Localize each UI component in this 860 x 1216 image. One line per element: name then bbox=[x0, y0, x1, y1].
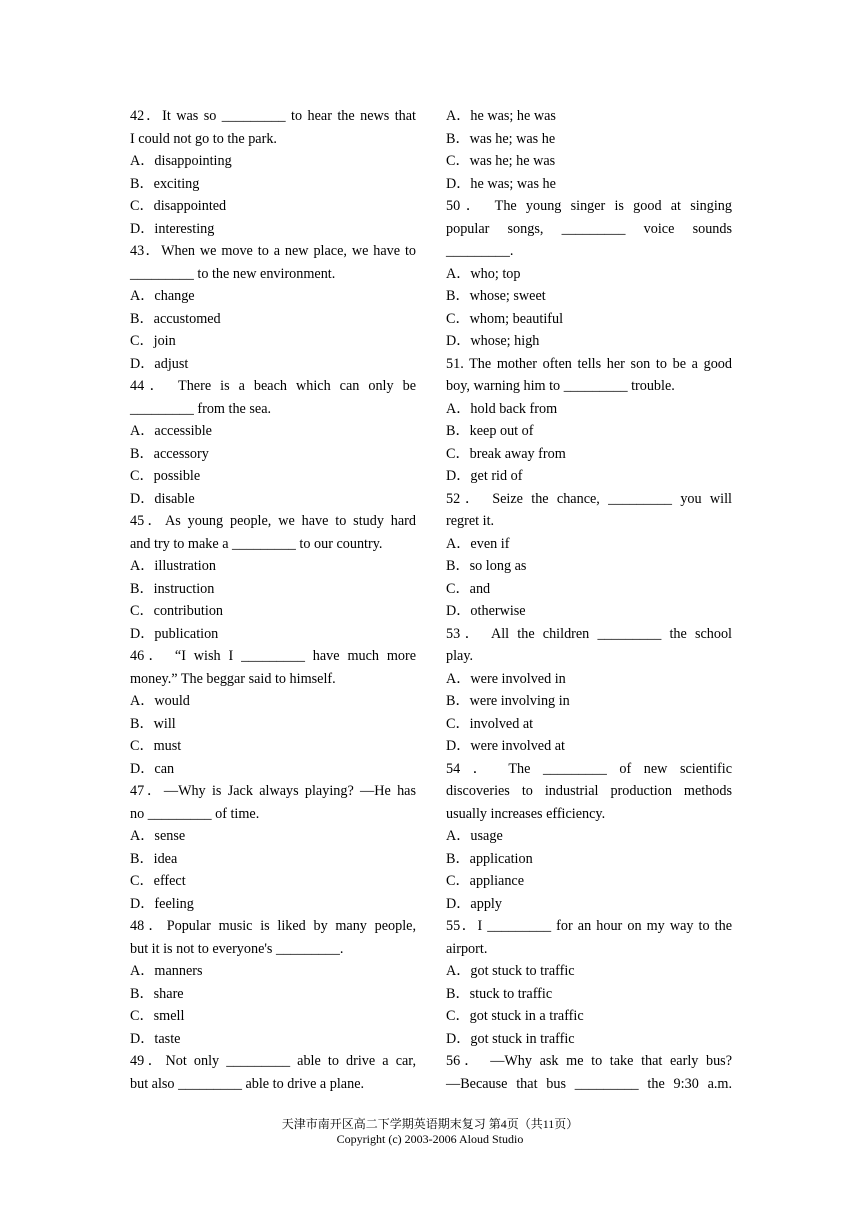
text-line: B．application bbox=[446, 850, 533, 867]
text-line: C．involved at bbox=[446, 715, 534, 732]
text-line: A．disappointing bbox=[130, 153, 232, 169]
text-line: 54 ． The _________ of new scientific bbox=[446, 760, 732, 777]
text-line: 46． “I wish I _________ have much more bbox=[130, 648, 416, 664]
text-line: B．accessory bbox=[130, 445, 209, 462]
text-line: 43．When we move to a new place, we have to bbox=[130, 243, 416, 259]
text-line: A．illustration bbox=[130, 558, 216, 574]
text-line: D．can bbox=[130, 760, 175, 777]
text-line: 47．—Why is Jack always playing? —He has bbox=[130, 783, 416, 799]
text-line: B．keep out of bbox=[446, 423, 534, 439]
text-line: C．join bbox=[130, 333, 176, 349]
text-line: _________. bbox=[446, 243, 514, 259]
text-line: C．and bbox=[446, 580, 491, 597]
text-line: but also _________ able to drive a plane. bbox=[130, 1075, 365, 1092]
text-line: 45．As young people, we have to study hard bbox=[130, 513, 416, 529]
text-line: regret it. bbox=[446, 513, 495, 529]
text-line: B．idea bbox=[130, 850, 178, 867]
text-line: A．accessible bbox=[130, 423, 212, 439]
text-line: A．usage bbox=[446, 828, 503, 844]
text-line: and try to make a _________ to our country. bbox=[130, 535, 383, 552]
left-column bbox=[130, 105, 416, 1095]
text-line: B．accustomed bbox=[130, 310, 221, 327]
text-line: 52． Seize the chance, _________ you will bbox=[446, 490, 732, 507]
text-line: 55．I _________ for an hour on my way to the bbox=[446, 918, 732, 934]
text-line: A．he was; he was bbox=[446, 108, 556, 124]
text-line: C．appliance bbox=[446, 873, 525, 889]
text-line: —Because that bus _________ the 9:30 a.m. bbox=[446, 1075, 732, 1092]
text-line: D．he was; was he bbox=[446, 175, 556, 192]
text-line: D．interesting bbox=[130, 220, 215, 237]
text-line: D．feeling bbox=[130, 895, 194, 912]
text-line: _________ to the new environment. bbox=[130, 265, 336, 282]
text-line: A．sense bbox=[130, 828, 186, 844]
text-line: A．would bbox=[130, 693, 190, 709]
text-line: 56． —Why ask me to take that early bus? bbox=[446, 1053, 732, 1069]
text-line: play. bbox=[446, 648, 474, 664]
text-line: A．hold back from bbox=[446, 400, 558, 417]
text-line: 49．Not only _________ able to drive a car, bbox=[130, 1053, 416, 1069]
text-line: D．publication bbox=[130, 625, 219, 642]
text-line: 42．It was so _________ to hear the news that bbox=[130, 108, 416, 124]
text-line: 53． All the children _________ the school bbox=[446, 625, 732, 642]
text-line: A．manners bbox=[130, 963, 203, 979]
text-line: A．even if bbox=[446, 535, 510, 552]
text-line: B．so long as bbox=[446, 558, 527, 574]
text-line: C．contribution bbox=[130, 603, 224, 619]
text-line: D．disable bbox=[130, 490, 195, 507]
text-line: money.” The beggar said to himself. bbox=[130, 670, 336, 687]
text-line: D．taste bbox=[130, 1030, 181, 1047]
text-line: C．disappointed bbox=[130, 198, 227, 214]
page-footer-title: 天津市南开区高二下学期英语期末复习 第4页（共11页） bbox=[281, 1117, 579, 1131]
page-footer-copyright: Copyright (c) 2003-2006 Aloud Studio bbox=[336, 1132, 524, 1146]
text-line: A．change bbox=[130, 288, 195, 304]
text-line: C．whom; beautiful bbox=[446, 310, 564, 327]
text-line: discoveries to industrial production methods bbox=[446, 783, 732, 799]
text-line: D．otherwise bbox=[446, 603, 526, 619]
text-line: D．apply bbox=[446, 895, 502, 912]
text-line: popular songs, _________ voice sounds bbox=[446, 220, 732, 237]
text-line: D．got stuck in traffic bbox=[446, 1030, 575, 1047]
text-line: D．get rid of bbox=[446, 468, 523, 484]
text-line: usually increases efficiency. bbox=[446, 805, 606, 822]
text-line: B．will bbox=[130, 715, 176, 732]
text-line: 50． The young singer is good at singing bbox=[446, 198, 732, 214]
text-line: A．got stuck to traffic bbox=[446, 963, 575, 979]
text-line: A．who; top bbox=[446, 265, 521, 282]
text-line: C．possible bbox=[130, 468, 201, 484]
text-line: C．got stuck in a traffic bbox=[446, 1008, 584, 1024]
text-line: I could not go to the park. bbox=[130, 130, 277, 147]
text-line: D．whose; high bbox=[446, 333, 540, 349]
text-line: D．adjust bbox=[130, 355, 189, 372]
text-line: airport. bbox=[446, 940, 488, 957]
text-line: B．were involving in bbox=[446, 693, 570, 709]
text-line: B．was he; was he bbox=[446, 130, 556, 147]
text-line: B．stuck to traffic bbox=[446, 985, 553, 1002]
text-line: 44． There is a beach which can only be bbox=[130, 378, 416, 394]
text-line: B．instruction bbox=[130, 580, 215, 597]
text-line: 51. The mother often tells her son to be a good bbox=[446, 355, 732, 372]
text-line: 48．Popular music is liked by many people, bbox=[130, 918, 416, 934]
text-line: C．was he; he was bbox=[446, 153, 556, 169]
text-line: C．break away from bbox=[446, 445, 566, 462]
text-line: no _________ of time. bbox=[130, 805, 260, 822]
text-line: but it is not to everyone's _________. bbox=[130, 940, 344, 957]
text-line: C．must bbox=[130, 738, 182, 754]
text-line: D．were involved at bbox=[446, 738, 565, 754]
right-column bbox=[446, 105, 732, 1095]
text-line: C．effect bbox=[130, 873, 186, 889]
text-line: boy, warning him to _________ trouble. bbox=[446, 378, 675, 394]
text-line: B．share bbox=[130, 985, 184, 1002]
text-line: _________ from the sea. bbox=[130, 400, 272, 417]
text-line: B．exciting bbox=[130, 175, 200, 192]
text-line: C．smell bbox=[130, 1008, 185, 1024]
text-line: A．were involved in bbox=[446, 670, 566, 687]
text-line: B．whose; sweet bbox=[446, 288, 546, 304]
